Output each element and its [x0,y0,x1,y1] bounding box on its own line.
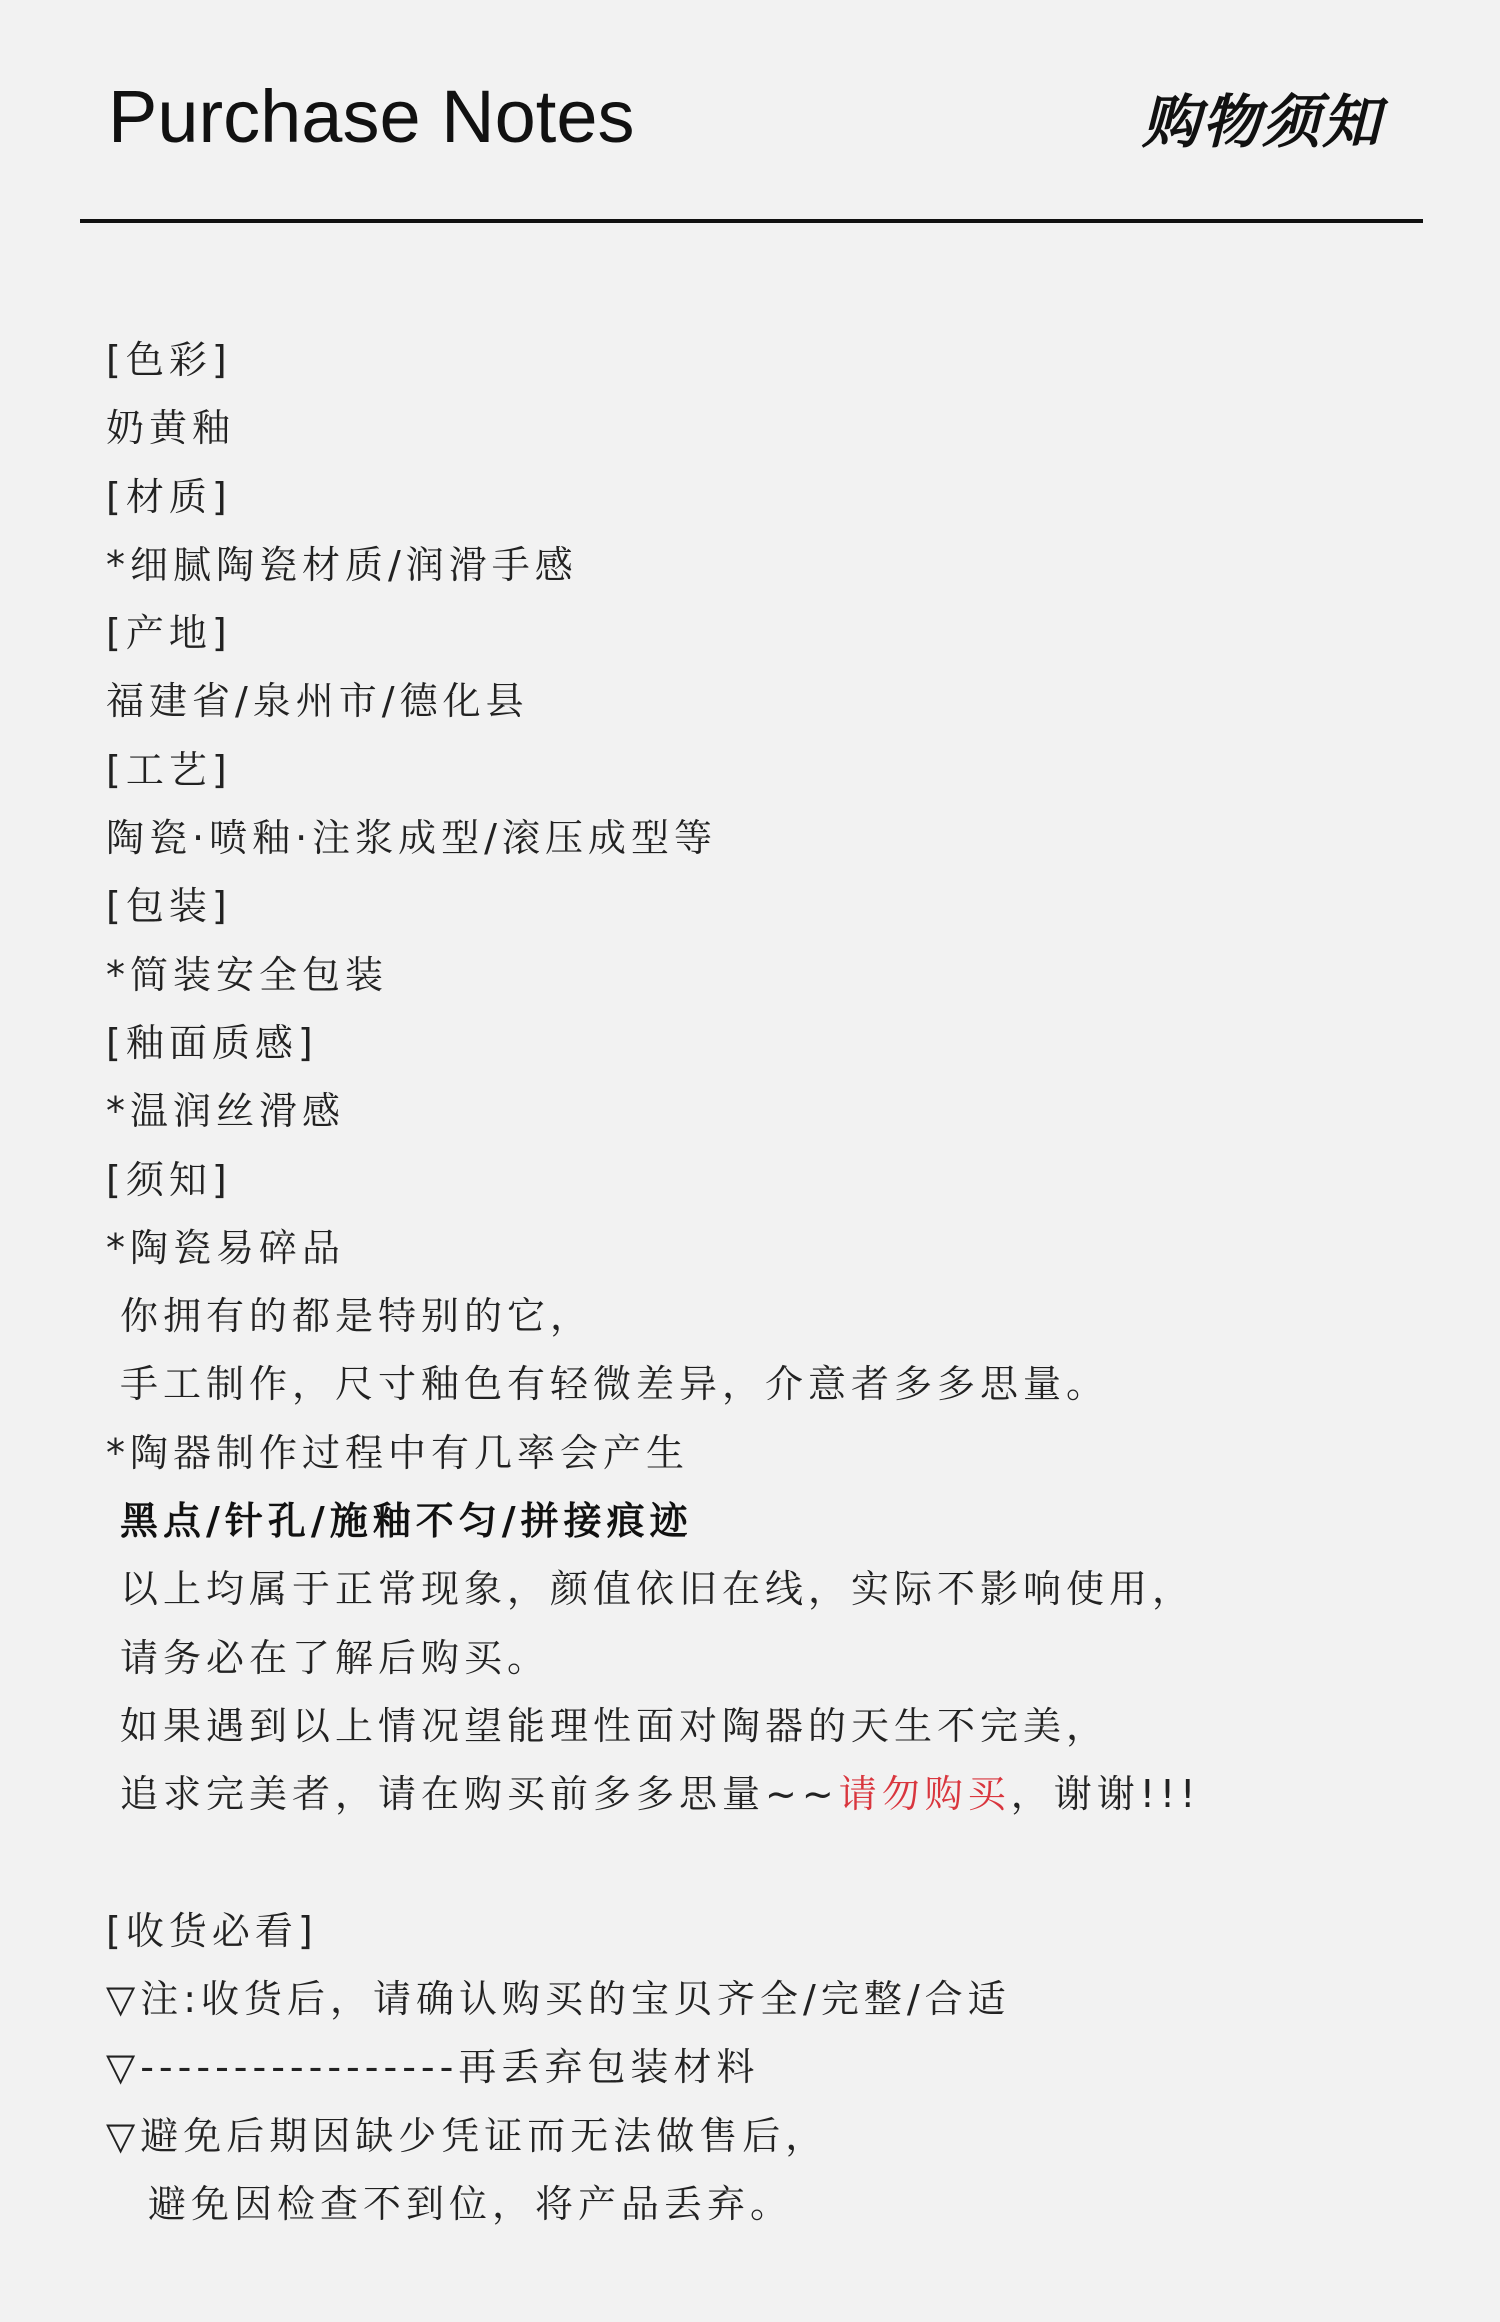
receipt-line-4: 避免因检查不到位，将产品丢弃。 [148,2182,794,2227]
craft-value: 陶瓷·喷釉·注浆成型/滚压成型等 [106,816,717,861]
header [0,0,1500,224]
notice-line-9 [106,1760,1446,1828]
craft-heading: [工艺] [106,747,232,792]
color-heading: [色彩] [106,338,232,382]
notice-heading: [须知] [106,1157,232,1202]
header-divider [80,219,1423,223]
glaze-value: *温润丝滑感 [106,1089,346,1134]
notice-line-5: 黑点/针孔/施釉不匀/拼接痕迹 [120,1499,693,1544]
receipt-heading: [收货必看] [106,1908,318,1953]
notes-content [106,326,1446,2238]
origin-value: 福建省/泉州市/德化县 [106,679,529,724]
notice-line-3: 手工制作，尺寸釉色有轻微差异，介意者多多思量。 [120,1362,1110,1407]
notice-line-4: *陶器制作过程中有几率会产生 [106,1430,690,1475]
package-heading: [包装] [106,884,232,929]
notice-line-2: 你拥有的都是特别的它， [120,1294,594,1339]
notice-line-9-text: 追求完美者，请在购买前多多思量~~ [120,1772,839,1817]
origin-heading: [产地] [106,611,232,656]
material-heading: [材质] [106,474,232,519]
notice-line-8: 如果遇到以上情况望能理性面对陶器的天生不完美， [120,1703,1110,1748]
notice-line-6: 以上均属于正常现象，颜值依旧在线，实际不影响使用， [120,1567,1196,1612]
do-not-buy-warning: 请勿购买 [838,1772,1011,1817]
notice-line-1: *陶瓷易碎品 [106,1225,346,1270]
notice-line-9-thanks: ，谢谢!!! [1010,1772,1201,1817]
package-value: *简装安全包装 [106,952,389,997]
material-value: *细腻陶瓷材质/润滑手感 [106,542,578,587]
notice-line-7: 请务必在了解后购买。 [120,1635,551,1680]
section-spacer [106,1829,1446,1897]
page-title-zh: 购物须知 [1141,88,1382,156]
color-value: 奶黄釉 [106,406,236,451]
receipt-line-3: ▽避免后期因缺少凭证而无法做售后， [106,2113,829,2158]
receipt-line-2: ▽-----------------再丢弃包装材料 [106,2045,760,2090]
glaze-heading: [釉面质感] [106,1020,318,1065]
receipt-line-1: ▽注:收货后，请确认购买的宝贝齐全/完整/合适 [106,1977,1011,2022]
page-title-en: Purchase Notes [108,75,635,158]
